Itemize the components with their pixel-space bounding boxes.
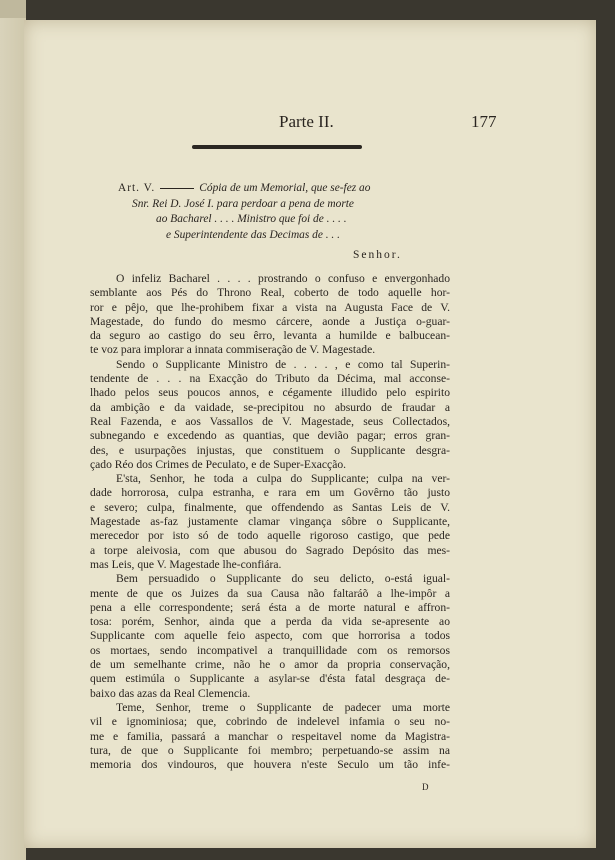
- body-line: me e familia, passará a manchar o respeitavel nome da Magistra-: [90, 729, 450, 743]
- body-line: e severo; culpa, finalmente, que offendendo as Santas Leis de V.: [90, 500, 450, 514]
- body-line: pena a elle correspondente; será ésta a de morte natural e affron-: [90, 600, 450, 614]
- ornamental-rule: [192, 145, 362, 149]
- body-line: mente de que os Juizes da sua Causa não faltaráõ a lhe-impôr a: [90, 586, 450, 600]
- body-line: Bem persuadido o Supplicante do seu delicto, o-está igual-: [116, 572, 450, 586]
- title-line: [118, 181, 458, 197]
- running-head: Parte II.: [279, 112, 334, 131]
- salutation: Senhor.: [353, 249, 402, 261]
- body-line: lhado pelos seus poucos annos, e cégamente illudido pelo espirito: [90, 386, 450, 400]
- body-line: Magestade, do fundo do mesmo cárcere, aonde a Justiça o-guar-: [90, 314, 450, 328]
- body-line: vil e ignominiosa; que, cobrindo de indelevel infamia o seu no-: [90, 715, 450, 729]
- article-title: [118, 181, 458, 243]
- title-line: ao Bacharel . . . . Ministro que foi de . . . .: [156, 213, 347, 225]
- body-line: O infeliz Bacharel . . . . prostrando o confuso e envergonhado: [116, 272, 450, 285]
- body-line: Real Fazenda, e aos Vassallos de V. Magestade, seus Collectados,: [90, 414, 450, 428]
- body-line: Supplicante com aquelle feio aspecto, com que horrorisa a todos: [90, 629, 450, 643]
- body-line: da seguro ao castigo do seu êrro, levanta a humilde e balbucean-: [90, 329, 450, 343]
- body-line: te voz para implorar a innata commiseração de V. Magestade.: [90, 343, 376, 357]
- body-line: dade horrorosa, culpa estranha, e rara em um Govêrno tão justo: [90, 486, 450, 500]
- body-line: ror e pêjo, que lhe-prohibem fixar a vista na Augusta Face de V.: [90, 300, 450, 314]
- article-label: Art. V.: [118, 182, 156, 194]
- body-line: baixo das azas da Real Clemencia.: [90, 686, 251, 700]
- body-line: çado Réo dos Crimes de Peculato, e de Super-Exacção.: [90, 457, 347, 471]
- body-line: tura, de que o Supplicante foi membro; perpetuando-se assim na: [90, 743, 450, 757]
- page-corner-curl: [0, 0, 26, 18]
- body-line: a torpe aleivosia, com que abusou do Sagrado Depósito das mes-: [90, 543, 450, 557]
- title-line: e Superintendente das Decimas de . . .: [166, 228, 340, 241]
- page-number: 177: [471, 112, 497, 131]
- page-header: [84, 94, 504, 130]
- body-line: Magestade as-faz justamente clamar vingança sôbre o Supplicante,: [90, 515, 450, 529]
- body-line: tendente de . . . na Exacção do Tributo da Décima, mal acconse-: [90, 372, 450, 386]
- title-line: Snr. Rei D. José I. para perdoar a pena de morte: [132, 197, 354, 210]
- body-line: subnegando e excedendo as quantias, que devião pagar; erros gran-: [90, 429, 450, 443]
- body-line: des, e usurpações injustas, que constituem o Supplicante desgra-: [90, 443, 450, 457]
- body-line: semblante aos Pés do Throno Real, coberto de todo aquelle hor-: [90, 286, 450, 300]
- body-line: merecedor por isto só de todo aquelle rigoroso castigo, que pede: [90, 529, 450, 543]
- body-line: os mortaes, sendo incompativel a tranquillidade com os remorsos: [90, 643, 450, 657]
- title-text: Cópia de um Memorial, que se-fez ao: [199, 182, 371, 194]
- facing-page-edge: [0, 0, 26, 860]
- body-line: memoria dos vindouros, que houvera n'este Seculo um tão infe-: [90, 758, 450, 772]
- body-line: Sendo o Supplicante Ministro de . . . . , e como tal Superin-: [116, 357, 450, 371]
- title-dash: [160, 188, 194, 189]
- body-line: Teme, Senhor, treme o Supplicante de padecer uma morte: [116, 700, 450, 714]
- body-line: tosa: porém, Senhor, ainda que a perda da vida se-apresente ao: [90, 615, 450, 629]
- body-line: de um semelhante crime, não he o amor da propria conservação,: [90, 658, 450, 672]
- signature-mark: D: [422, 782, 429, 792]
- body-line: mas Leis, que V. Magestade lhe-confiára.: [90, 557, 282, 571]
- body-line: quem estimúla o Supplicante a asylar-se d'ésta fatal desgraça de-: [90, 672, 450, 686]
- body-line: E'sta, Senhor, he toda a culpa do Supplicante; culpa na ver-: [116, 472, 450, 486]
- body-line: da ambição e da vaidade, se-precipitou no absurdo de fraudar a: [90, 400, 450, 414]
- memorial-body: [90, 272, 450, 772]
